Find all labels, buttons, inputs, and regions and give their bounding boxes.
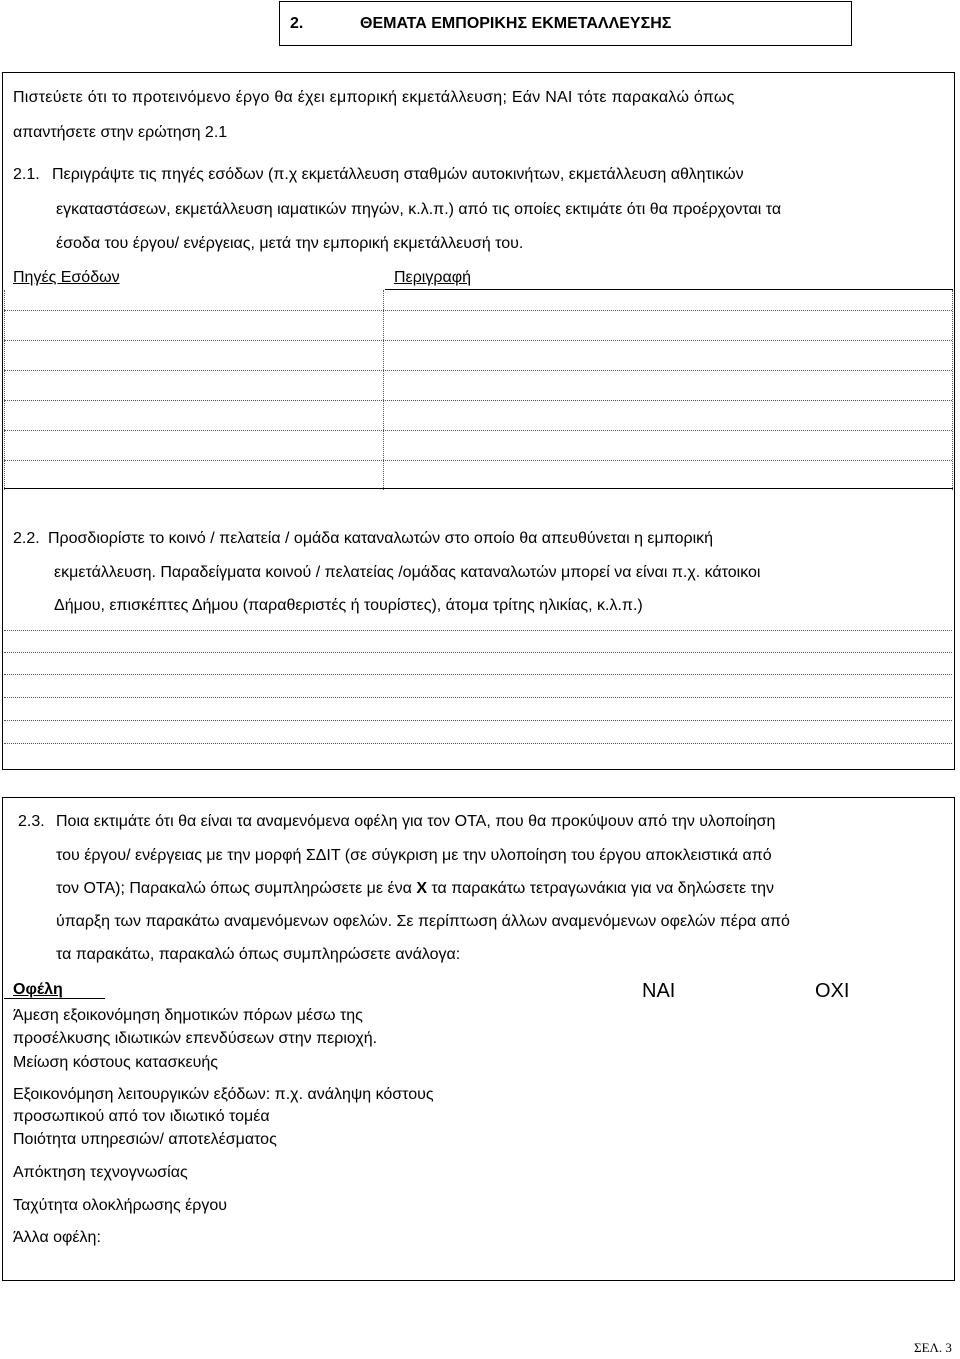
- benefit-direct-savings-l2: προσέλκυσης ιδιωτικών επενδύσεων στην περιοχή.: [13, 1030, 378, 1047]
- q21-line-2: εγκαταστάσεων, εκμετάλλευση ιαματικών πηγών, κ.λ.π.) από τις οποίες εκτιμάτε ότι θα προέρχονται τα: [56, 201, 782, 218]
- benefit-construction-cost: Μείωση κόστους κατασκευής: [13, 1054, 218, 1071]
- benefit-know-how: Απόκτηση τεχνογνωσίας: [13, 1164, 188, 1181]
- intro-line-1: Πιστεύετε ότι το προτεινόμενο έργο θα έχει εμπορική εκμετάλλευση; Εάν ΝΑΙ τότε παρακαλώ όπως: [13, 89, 735, 106]
- q23-line-2: του έργου/ ενέργειας με την μορφή ΣΔΙΤ (σε σύγκριση με την υλοποίηση του έργου αποκλειστικά από: [56, 847, 772, 864]
- description-header: Περιγραφή: [394, 269, 471, 286]
- intro-line-2: απαντήσετε στην ερώτηση 2.1: [13, 124, 228, 141]
- q21-header-underline: [385, 289, 953, 290]
- benefit-operating-savings-l1: Εξοικονόμηση λειτουργικών εξόδων: π.χ. ανάληψη κόστους: [13, 1086, 434, 1103]
- q21-answer-line[interactable]: [4, 460, 952, 461]
- q22-answer-line[interactable]: [4, 674, 952, 675]
- q21-grid-bottom: [4, 488, 953, 489]
- q21-answer-line[interactable]: [4, 370, 952, 371]
- q23-line-4: ύπαρξη των παρακάτω αναμενόμενων οφελών. Σε περίπτωση άλλων αναμενόμενων οφελών πέρα από: [56, 913, 790, 930]
- q23-line-3: τον ΟΤΑ); Παρακαλώ όπως συμπληρώσετε με ένα X τα παρακάτω τετραγωνάκια για να δηλώσετε την: [56, 880, 774, 897]
- q22-line-1: Προσδιορίστε το κοινό / πελατεία / ομάδα καταναλωτών στο οποίο θα απευθύνεται η εμπορική: [48, 530, 714, 547]
- x-marker: X: [416, 880, 427, 897]
- q21-line-3: έσοδα του έργου/ ενέργειας, μετά την εμπορική εκμετάλλευσή του.: [56, 235, 524, 252]
- section-number: 2.: [290, 15, 304, 32]
- q21-grid-right-divider: [952, 290, 953, 490]
- q23-line-5: τα παρακάτω, παρακαλώ όπως συμπληρώσετε ανάλογα:: [56, 946, 461, 963]
- q23-line-1: Ποια εκτιμάτε ότι θα είναι τα αναμενόμενα οφέλη για τον ΟΤΑ, που θα προκύψουν από την υλοποίηση: [56, 813, 776, 830]
- q22-answer-line[interactable]: [4, 652, 952, 653]
- benefit-completion-speed: Ταχύτητα ολοκλήρωσης έργου: [13, 1197, 227, 1214]
- benefits-header-rule: [4, 998, 105, 999]
- q21-answer-line[interactable]: [4, 340, 952, 341]
- benefit-direct-savings-l1: Άμεση εξοικονόμηση δημοτικών πόρων μέσω της: [13, 1007, 363, 1024]
- q21-answer-line[interactable]: [4, 400, 952, 401]
- q22-number: 2.2.: [13, 530, 40, 547]
- benefit-service-quality: Ποιότητα υπηρεσιών/ αποτελέσματος: [13, 1131, 277, 1148]
- q21-answer-line[interactable]: [4, 430, 952, 431]
- q22-line-3: Δήμου, επισκέπτες Δήμου (παραθεριστές ή τουρίστες), άτομα τρίτης ηλικίας, κ.λ.π.): [54, 597, 643, 614]
- q23-number: 2.3.: [18, 813, 45, 830]
- q21-line-1: Περιγράψτε τις πηγές εσόδων (π.χ εκμετάλλευση σταθμών αυτοκινήτων, εκμετάλλευση αθλητικών: [52, 166, 744, 183]
- q21-number: 2.1.: [13, 166, 40, 183]
- q22-answer-line[interactable]: [4, 630, 952, 631]
- page-number: ΣΕΛ. 3: [914, 1340, 952, 1355]
- no-column-header: ΟΧΙ: [815, 980, 850, 1002]
- section-header-box: [279, 1, 852, 46]
- revenue-sources-header: Πηγές Εσόδων: [13, 269, 120, 286]
- q22-answer-line[interactable]: [4, 743, 952, 744]
- q22-line-2: εκμετάλλευση. Παραδείγματα κοινού / πελατείας /ομάδας καταναλωτών μπορεί να είναι π.χ. κάτοικοι: [54, 564, 761, 581]
- q22-answer-line[interactable]: [4, 697, 952, 698]
- q21-answer-line[interactable]: [4, 310, 952, 311]
- benefits-header: Οφέλη: [13, 981, 63, 998]
- q22-answer-line[interactable]: [4, 720, 952, 721]
- section-title: ΘΕΜΑΤΑ ΕΜΠΟΡΙΚΗΣ ΕΚΜΕΤΑΛΛΕΥΣΗΣ: [360, 15, 672, 32]
- yes-column-header: ΝΑΙ: [642, 980, 676, 1002]
- benefit-operating-savings-l2: προσωπικού από τον ιδιωτικό τομέα: [13, 1108, 270, 1125]
- benefit-other: Άλλα οφέλη:: [13, 1229, 101, 1246]
